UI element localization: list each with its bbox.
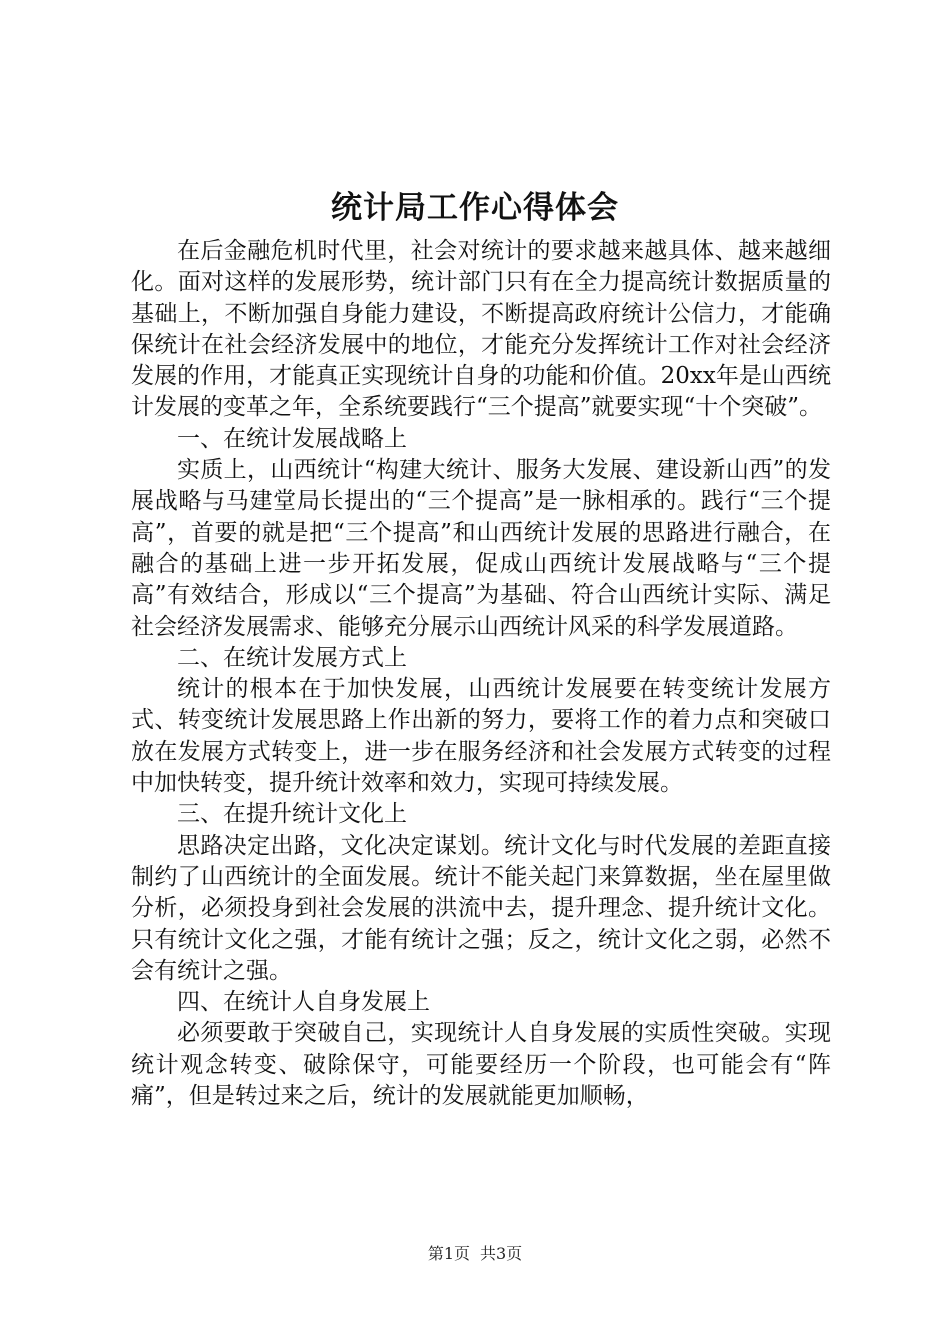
paragraph-strategy: 实质上，山西统计“构建大统计、服务大发展、建设新山西”的发展战略与马建堂局长提出的“三个提高”是一脉相承的。践行“三个提高”，首要的就是把“三个提高”和山西统计发展的思路进行融合，在融合的基础上进一步开拓发展，促成山西统计发展战略与“三个提高”有效结合，形成以“三个提高”为基础、符合山西统计实际、满足社会经济发展需求、能够充分展示山西统计风采的科学发展道路。 (131, 457, 831, 640)
section-heading-culture: 三、在提升统计文化上 (177, 801, 407, 828)
page-footer (0, 1243, 950, 1265)
document-title: 统计局工作心得体会 (331, 190, 619, 226)
section-heading-method: 二、在统计发展方式上 (177, 644, 407, 671)
paragraph-culture: 思路决定出路，文化决定谋划。统计文化与时代发展的差距直接制约了山西统计的全面发展。统计不能关起门来算数据，坐在屋里做分析，必须投身到社会发展的洪流中去，提升理念、提升统计文化。只有统计文化之强，才能有统计之强；反之，统计文化之弱，必然不会有统计之强。 (131, 832, 831, 984)
document-body (131, 236, 831, 1112)
paragraph-self-development: 必须要敢于突破自己，实现统计人自身发展的实质性突破。实现统计观念转变、破除保守，可能要经历一个阶段，也可能会有“阵痛”，但是转过来之后，统计的发展就能更加顺畅， (131, 1020, 831, 1110)
intro-paragraph: 在后金融危机时代里，社会对统计的要求越来越具体、越来越细化。面对这样的发展形势，统计部门只有在全力提高统计数据质量的基础上，不断加强自身能力建设，不断提高政府统计公信力，才能确保统计在社会经济发展中的地位，才能充分发挥统计工作对社会经济发展的作用，才能真正实现统计自身的功能和价值。20xx年是山西统计发展的变革之年，全系统要践行“三个提高”就要实现“十个突破”。 (131, 238, 831, 421)
page-number: 第1页 (427, 1244, 470, 1263)
section-heading-self-development: 四、在统计人自身发展上 (177, 989, 430, 1016)
paragraph-method: 统计的根本在于加快发展，山西统计发展要在转变统计发展方式、转变统计发展思路上作出新的努力，要将工作的着力点和突破口放在发展方式转变上，进一步在服务经济和社会发展方式转变的过程中加快转变，提升统计效率和效力，实现可持续发展。 (131, 676, 831, 797)
page-count: 共3页 (480, 1244, 523, 1263)
section-heading-strategy: 一、在统计发展战略上 (177, 425, 407, 452)
